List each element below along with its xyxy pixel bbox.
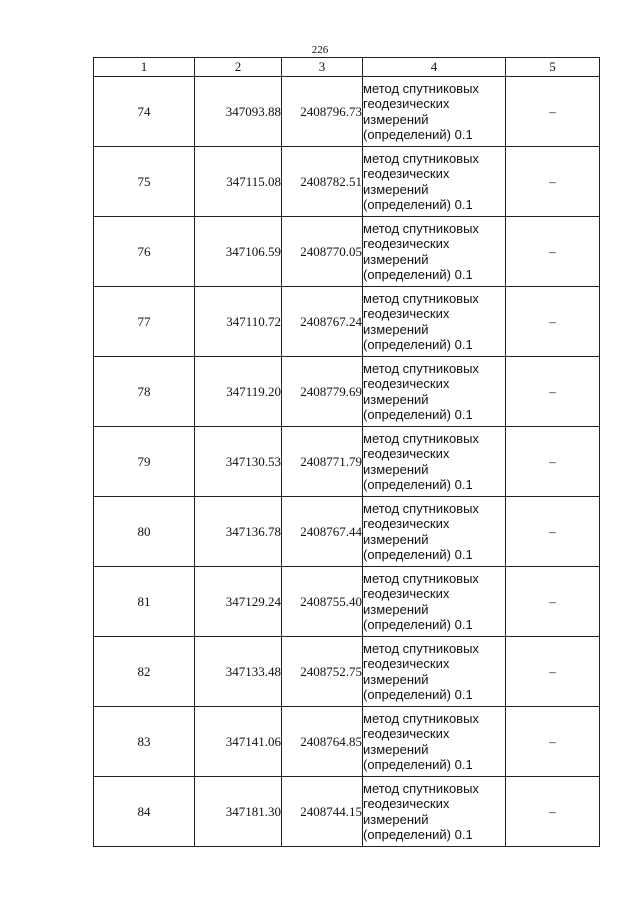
method-description: метод спутниковых геодезических измерений (определений) 0.1 [363,497,506,567]
table-body [94,77,600,847]
method-description: метод спутниковых геодезических измерений (определений) 0.1 [363,357,506,427]
table-row [94,567,600,637]
point-number: 82 [94,637,195,707]
y-coordinate: 2408767.44 [282,497,363,567]
table-row [94,287,600,357]
column-header-5: 5 [506,58,600,77]
y-coordinate: 2408782.51 [282,147,363,217]
point-number: 77 [94,287,195,357]
table-header [94,58,600,77]
x-coordinate: 347181.30 [195,777,282,847]
coordinates-table [93,57,600,847]
table-row [94,77,600,147]
note: – [506,777,600,847]
point-number: 75 [94,147,195,217]
note: – [506,497,600,567]
note: – [506,217,600,287]
table-row [94,217,600,287]
note: – [506,77,600,147]
method-description: метод спутниковых геодезических измерений (определений) 0.1 [363,427,506,497]
table-row [94,497,600,567]
point-number: 81 [94,567,195,637]
y-coordinate: 2408764.85 [282,707,363,777]
point-number: 84 [94,777,195,847]
note: – [506,357,600,427]
x-coordinate: 347106.59 [195,217,282,287]
header-row [94,58,600,77]
column-header-3: 3 [282,58,363,77]
point-number: 74 [94,77,195,147]
point-number: 80 [94,497,195,567]
y-coordinate: 2408744.15 [282,777,363,847]
x-coordinate: 347136.78 [195,497,282,567]
note: – [506,427,600,497]
x-coordinate: 347129.24 [195,567,282,637]
note: – [506,287,600,357]
column-header-2: 2 [195,58,282,77]
point-number: 79 [94,427,195,497]
method-description: метод спутниковых геодезических измерений (определений) 0.1 [363,217,506,287]
note: – [506,637,600,707]
point-number: 76 [94,217,195,287]
x-coordinate: 347119.20 [195,357,282,427]
method-description: метод спутниковых геодезических измерений (определений) 0.1 [363,707,506,777]
y-coordinate: 2408770.05 [282,217,363,287]
table-row [94,707,600,777]
note: – [506,147,600,217]
method-description: метод спутниковых геодезических измерений (определений) 0.1 [363,637,506,707]
y-coordinate: 2408796.73 [282,77,363,147]
table-row [94,147,600,217]
x-coordinate: 347130.53 [195,427,282,497]
method-description: метод спутниковых геодезических измерений (определений) 0.1 [363,147,506,217]
point-number: 78 [94,357,195,427]
y-coordinate: 2408755.40 [282,567,363,637]
method-description: метод спутниковых геодезических измерений (определений) 0.1 [363,287,506,357]
y-coordinate: 2408752.75 [282,637,363,707]
x-coordinate: 347110.72 [195,287,282,357]
note: – [506,707,600,777]
column-header-1: 1 [94,58,195,77]
y-coordinate: 2408779.69 [282,357,363,427]
column-header-4: 4 [363,58,506,77]
note: – [506,567,600,637]
table-row [94,427,600,497]
x-coordinate: 347115.08 [195,147,282,217]
table-row [94,777,600,847]
y-coordinate: 2408767.24 [282,287,363,357]
method-description: метод спутниковых геодезических измерений (определений) 0.1 [363,77,506,147]
y-coordinate: 2408771.79 [282,427,363,497]
table-row [94,637,600,707]
point-number: 83 [94,707,195,777]
x-coordinate: 347133.48 [195,637,282,707]
x-coordinate: 347093.88 [195,77,282,147]
table-row [94,357,600,427]
method-description: метод спутниковых геодезических измерений (определений) 0.1 [363,777,506,847]
page-number: 226 [311,44,329,56]
method-description: метод спутниковых геодезических измерений (определений) 0.1 [363,567,506,637]
x-coordinate: 347141.06 [195,707,282,777]
